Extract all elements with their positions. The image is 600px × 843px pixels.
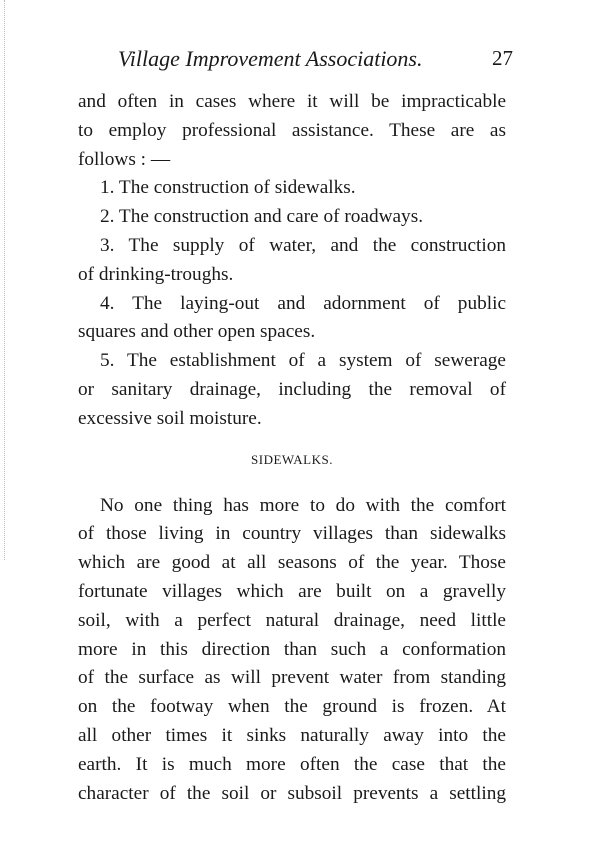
text-line: which are good at all seasons of the year. Those	[78, 552, 506, 574]
paragraph	[78, 492, 506, 809]
paragraph	[78, 232, 506, 290]
text-line: or sanitary drainage, including the removal of	[78, 378, 506, 400]
paragraph	[78, 290, 506, 348]
text-line: squares and other open spaces.	[78, 321, 316, 343]
text-line: on the footway when the ground is frozen. At	[78, 696, 506, 718]
text-line: and often in cases where it will be impracticable	[78, 91, 506, 112]
text-line: of drinking-troughs.	[78, 263, 234, 285]
paragraph	[78, 174, 506, 203]
text-line: more in this direction than such a conformation	[78, 638, 506, 660]
text-line: 4. The laying-out and adornment of public	[100, 292, 506, 314]
text-line: all other times it sinks naturally away into the	[78, 724, 506, 746]
text-line: excessive soil moisture.	[78, 407, 262, 429]
running-header	[118, 46, 513, 72]
text-line: earth. It is much more often the case that the	[78, 753, 506, 775]
page-edge	[4, 0, 6, 560]
text-line: 5. The establishment of a system of sewerage	[100, 350, 506, 372]
page-number: 27	[492, 46, 513, 70]
running-header-title: Village Improvement Associations.	[118, 46, 423, 71]
text-line: of those living in country villages than sidewalks	[78, 523, 506, 545]
text-line: of the surface as will prevent water from standing	[78, 667, 506, 689]
text-line: follows : —	[78, 148, 171, 170]
text-line: to employ professional assistance. These are as	[78, 119, 506, 141]
paragraph	[78, 347, 506, 433]
body-text	[78, 88, 506, 808]
text-line: 2. The construction and care of roadways.	[100, 206, 424, 228]
text-line: No one thing has more to do with the comfort	[100, 494, 506, 516]
text-line: character of the soil or subsoil prevents a settling	[78, 782, 506, 804]
paragraph	[78, 203, 506, 232]
text-line: 1. The construction of sidewalks.	[100, 177, 356, 199]
paragraph	[78, 88, 506, 174]
text-line: fortunate villages which are built on a gravelly	[78, 580, 506, 602]
text-line: soil, with a perfect natural drainage, need little	[78, 609, 506, 631]
section-heading: SIDEWALKS.	[251, 451, 333, 467]
text-line: 3. The supply of water, and the construction	[100, 234, 506, 256]
